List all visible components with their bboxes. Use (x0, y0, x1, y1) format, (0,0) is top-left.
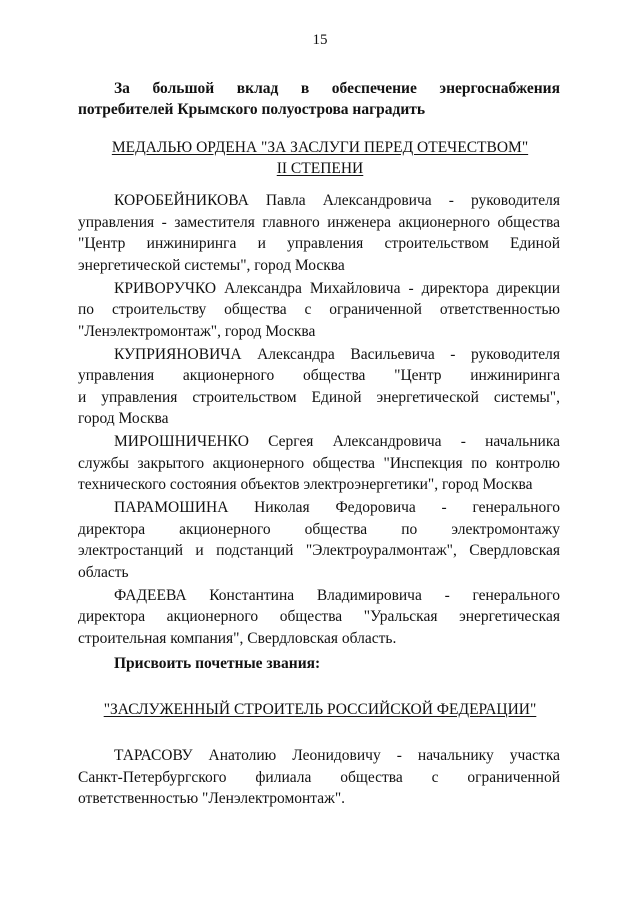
honoree-list (78, 745, 560, 811)
awardee-entry (78, 344, 560, 430)
awardee-line: технического состояния объектов электроэнергетики", город Москва (78, 476, 533, 493)
awardee-line: КОРОБЕЙНИКОВА Павла Александровича - руководителя (114, 192, 560, 209)
awardee-line: ФАДЕЕВА Константина Владимировича - генерального (114, 586, 560, 604)
awardee-entry (78, 190, 560, 276)
award-intro-line: потребителей Крымского полуострова наградить (78, 101, 426, 118)
honoree-line: ответственностью "Ленэлектромонтаж". (78, 790, 346, 807)
assign-titles-heading: Присвоить почетные звания: (114, 655, 321, 672)
awardee-line: и управления строительством Единой энергетической системы", (78, 388, 560, 406)
awardee-line: управления - заместителя главного инженера акционерного общества (78, 213, 560, 231)
honoree-entry (78, 745, 560, 810)
awardee-entry (78, 431, 560, 496)
awardee-line: МИРОШНИЧЕНКО Сергея Александровича - начальника (114, 433, 560, 450)
page-number: 15 (312, 32, 328, 48)
awardee-line: КУПРИЯНОВИЧА Александра Васильевича - руководителя (114, 345, 560, 363)
awardee-line: "Центр инжиниринга и управления строительством Единой (78, 235, 560, 252)
awardee-line: город Москва (78, 410, 169, 427)
honoree-line: Санкт-Петербургского филиала общества с ограниченной (78, 768, 560, 786)
awardee-line: электростанций и подстанций "Электроуралмонтаж", Свердловская (78, 542, 560, 559)
awardee-line: область (78, 563, 129, 581)
award-intro (78, 78, 560, 120)
honoree-line: ТАРАСОВУ Анатолию Леонидовичу - начальнику участка (114, 747, 560, 764)
award-intro-line: За большой вклад в обеспечение энергоснабжения (114, 80, 560, 97)
awardee-entry (78, 497, 560, 583)
medal-heading-line: II СТЕПЕНИ (276, 160, 364, 177)
awardee-line: директора акционерного общества "Уральская энергетическая (78, 608, 560, 625)
honorary-title-text: "ЗАСЛУЖЕННЫЙ СТРОИТЕЛЬ РОССИЙСКОЙ ФЕДЕРАЦИИ" (103, 701, 537, 718)
honorary-title-heading (0, 699, 640, 720)
awardee-line: энергетической системы", город Москва (78, 256, 345, 274)
awardee-line: строительная компания", Свердловская область. (78, 629, 397, 647)
awardee-entry (78, 585, 560, 650)
medal-heading (0, 137, 640, 179)
awardee-line: по строительству общества с ограниченной ответственностью (78, 301, 560, 318)
awardee-entry (78, 278, 560, 343)
awardee-line: управления акционерного общества "Центр инжиниринга (78, 367, 560, 384)
awardee-line: службы закрытого акционерного общества "Инспекция по контролю (78, 454, 560, 472)
medal-heading-line: МЕДАЛЬЮ ОРДЕНА "ЗА ЗАСЛУГИ ПЕРЕД ОТЕЧЕСТВОМ" (111, 139, 529, 156)
awardee-line: КРИВОРУЧКО Александра Михайловича - директора дирекции (114, 279, 560, 297)
awardee-line: ПАРАМОШИНА Николая Федоровича - генерального (114, 499, 560, 516)
awardee-list (78, 190, 560, 651)
awardee-line: "Ленэлектромонтаж", город Москва (78, 322, 316, 340)
awardee-line: директора акционерного общества по электромонтажу (78, 520, 560, 538)
